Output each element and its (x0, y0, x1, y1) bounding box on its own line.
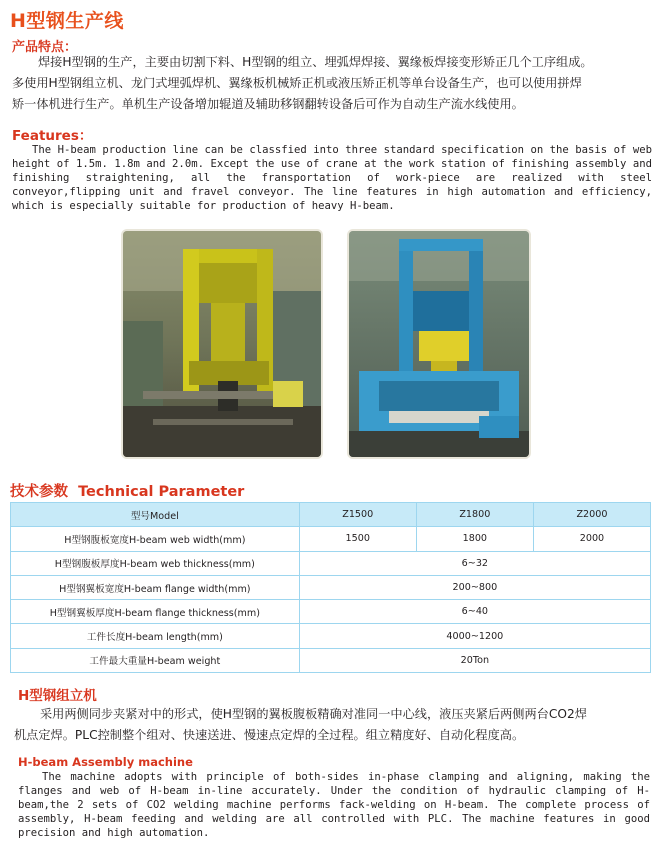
page-title: H型钢生产线 (10, 10, 124, 32)
table-row (11, 624, 651, 648)
features-en-heading: Features： (12, 128, 93, 144)
features-cn-line: 矫一体机进行生产。单机生产设备增加辊道及辅助移钢翻转设备后可作为自动生产流水线使用。 (12, 97, 524, 111)
assembly-en-text: The machine adopts with principle of both-sides in-phase clamping and aligning, making the flanges and web of H-beam in-line accurately. Under the condition of hydraulic clamping of H-beam,the 2 sets of CO2 welding machine performs fack-welding on H-beam. The complete process of assembly, H-beam feeding and welding are all controlled with PLC. The machine features in good precision and high automation. (18, 771, 650, 839)
features-cn-line: 焊接H型钢的生产，主要由切割下料、H型钢的组立、埋弧焊焊接、翼缘板焊接变形矫正几个工序组成。 (38, 55, 593, 69)
row-value: 4000~1200 (299, 624, 650, 648)
row-label: H型钢腹板宽度H-beam web width(mm) (11, 527, 300, 551)
table-row (11, 551, 651, 575)
row-value: 6~32 (299, 551, 650, 575)
table-row (11, 575, 651, 599)
features-en-text: The H-beam production line can be classfied into three standard specification on the basis of web height of 1.5m. 1.8m and 2.0m. Except the use of crane at the work station of finishing assembly and finishing straightening, all the fransportation of work-piece are realized with steel conveyor,flipping unit and fravel conveyor. The line features in high automation and efficiency, which is especially suitable for production of heavy H-beam. (12, 144, 652, 212)
table-row (11, 527, 651, 551)
production-line-photo-left (121, 229, 323, 459)
assembly-cn-text (14, 704, 662, 746)
technical-heading: 技术参数 Technical Parameter (10, 484, 245, 500)
assembly-cn-heading: H型钢组立机 (18, 688, 97, 704)
row-value: 200~800 (299, 575, 650, 599)
assembly-cn-line: 采用两侧同步夹紧对中的形式，使H型钢的翼板腹板精确对准同一中心线，液压夹紧后两侧两台CO2焊 (40, 707, 587, 721)
row-label: 工件长度H-beam length(mm) (11, 624, 300, 648)
row-label: 工件最大重量H-beam weight (11, 648, 300, 672)
model-cell: Z1800 (416, 503, 533, 527)
row-value: 6~40 (299, 600, 650, 624)
row-value: 20Ton (299, 648, 650, 672)
features-cn-heading: 产品特点： (12, 40, 78, 55)
table-row (11, 648, 651, 672)
assembly-en-heading: H-beam Assembly machine (18, 755, 193, 769)
features-cn-text (12, 52, 662, 115)
table-header-row (11, 503, 651, 527)
model-cell: Z2000 (533, 503, 650, 527)
model-label-cell: 型号Model (11, 503, 300, 527)
table-row (11, 600, 651, 624)
row-value: 2000 (533, 527, 650, 551)
row-value: 1500 (299, 527, 416, 551)
model-cell: Z1500 (299, 503, 416, 527)
row-label: H型钢翼板厚度H-beam flange thickness(mm) (11, 600, 300, 624)
production-line-photo-right (347, 229, 531, 459)
row-label: H型钢翼板宽度H-beam flange width(mm) (11, 575, 300, 599)
row-label: H型钢腹板厚度H-beam web thickness(mm) (11, 551, 300, 575)
technical-parameter-table (10, 502, 651, 673)
assembly-cn-line: 机点定焊。PLC控制整个组对、快速送进、慢速点定焊的全过程。组立精度好、自动化程度高。 (14, 728, 525, 742)
row-value: 1800 (416, 527, 533, 551)
features-cn-line: 多使用H型钢组立机、龙门式埋弧焊机、翼缘板机械矫正机或液压矫正机等单台设备生产，也可以使用拼焊 (12, 76, 582, 90)
